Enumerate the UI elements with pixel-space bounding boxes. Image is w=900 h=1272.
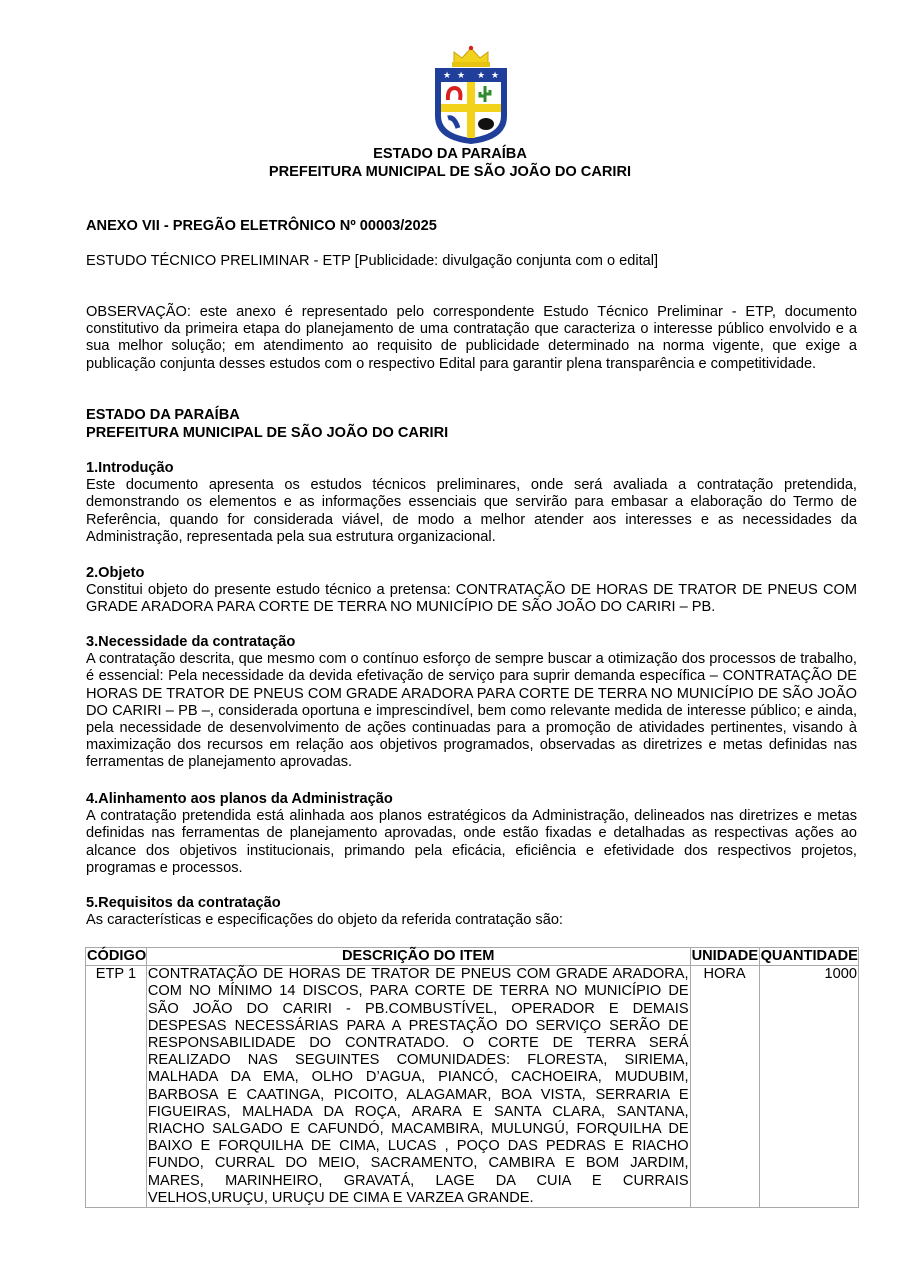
- state-heading: ESTADO DA PARAÍBA: [373, 146, 527, 162]
- document-subtitle: ESTUDO TÉCNICO PRELIMINAR - ETP [Publicidade: divulgação conjunta com o edital]: [86, 253, 659, 269]
- column-header-codigo: CÓDIGO: [87, 948, 147, 964]
- section-body: As características e especificações do objeto da referida contratação são:: [86, 912, 563, 929]
- section-introducao: [86, 460, 857, 546]
- item-quantity: 1000: [759, 966, 858, 1208]
- svg-text:★: ★: [443, 71, 452, 81]
- section-body: A contratação pretendida está alinhada aos planos estratégicos da Administração, delineados nas diretrizes e metas definidas nas ferramentas de planejamento aprovadas, onde estão fixadas e detalhadas as respectivas ações ao alcance dos objetivos institucionais, primando pela eficácia, eficiência e efetividade dos respectivos projetos, programas e processos.: [86, 808, 857, 876]
- municipal-coat-of-arms-icon: [430, 44, 512, 146]
- section-requisitos: [86, 895, 857, 929]
- section-body: A contratação descrita, que mesmo com o contínuo esforço de sempre buscar a otimização dos processos de trabalho, é essencial: Pela necessidade da devida efetivação de serviço para suprir demanda específica – CONTRATAÇÃO DE HORAS DE TRATOR DE PNEUS COM GRADE ARADORA PARA CORTE DE TERRA NO MUNICÍPIO DE SÃO JOÃO DO CARIRI – PB –, considerada oportuna e imprescindível, bem como relevante medida de interesse público; e ainda, pela necessidade de desenvolvimento de ações continuadas para a promoção de atividades pertinentes, visando à maximização dos recursos em relação aos objetivos programados, observadas as diretrizes e metas definidas nas ferramentas de planejamento aprovadas.: [86, 651, 857, 771]
- table-header-row: [86, 948, 859, 966]
- section-title: 1.Introdução: [86, 460, 174, 476]
- municipality-heading: PREFEITURA MUNICIPAL DE SÃO JOÃO DO CARIRI: [268, 164, 632, 180]
- observation-paragraph: OBSERVAÇÃO: este anexo é representado pelo correspondente Estudo Técnico Preliminar - ETP, documento constitutivo da primeira etapa do planejamento de uma contratação que caracteriza o interesse público envolvido e a sua melhor solução; em atendimento ao requisito de publicidade determinado na norma vigente, que exige a publicação conjunta desses estudos com o respectivo Edital para garantir plena transparência e competitividade.: [86, 304, 857, 372]
- svg-text:★: ★: [457, 71, 466, 81]
- svg-text:★: ★: [491, 71, 500, 81]
- section-objeto: [86, 565, 857, 617]
- svg-text:★: ★: [477, 71, 486, 81]
- section-title: 3.Necessidade da contratação: [86, 634, 296, 650]
- section-necessidade: [86, 634, 857, 772]
- section-alinhamento: [86, 791, 857, 877]
- item-unit: HORA: [690, 966, 759, 1208]
- column-header-unidade: UNIDADE: [691, 948, 759, 964]
- section-title: 5.Requisitos da contratação: [86, 895, 281, 911]
- section-title: 4.Alinhamento aos planos da Administração: [86, 791, 393, 807]
- item-code: ETP 1: [86, 966, 147, 1208]
- section-body: Constitui objeto do presente estudo técnico a pretensa: CONTRATAÇÃO DE HORAS DE TRATOR DE PNEUS COM GRADE ARADORA PARA CORTE DE TERRA NO MUNICÍPIO DE SÃO JOÃO DO CARIRI – PB.: [86, 582, 857, 616]
- section-body: Este documento apresenta os estudos técnicos preliminares, onde será avaliada a contratação pretendida, demonstrando os elementos e as informações essenciais que servirão para embasar a elaboração do Termo de Referência, quando for considerada viável, de modo a melhor atender aos interesses e as necessidades da Administração, representada pela sua estrutura organizacional.: [86, 477, 857, 545]
- column-header-quantidade: QUANTIDADE: [760, 948, 858, 964]
- table-row: [86, 966, 859, 1208]
- column-header-descricao: DESCRIÇÃO DO ITEM: [146, 948, 690, 966]
- item-description: CONTRATAÇÃO DE HORAS DE TRATOR DE PNEUS COM GRADE ARADORA, COM NO MÍNIMO 14 DISCOS, PARA CORTE DE TERRA NO MUNICÍPIO DE SÃO JOÃO DO CARIRI - PB.COMBUSTÍVEL, OPERADOR E DEMAIS DESPESAS NECESSÁRIAS PARA A PRESTAÇÃO DO SERVIÇO SERÃO DE RESPONSABILIDADE DO CONTRATADO. O CORTE DE TERRA SERÁ REALIZADO NAS SEGUINTES COMUNIDADES: FLORESTA, SIRIEMA, MALHADA DA EMA, OLHO D’AGUA, PIANCÓ, CACHOEIRA, MUDUBIM, BARBOSA E CAATINGA, PICOITO, ALAGAMAR, BOA VISTA, SERRARIA E FIGUEIRAS, MALHADA DA ROÇA, ARARA E SANTA CLARA, SANTANA, RIACHO SALGADO E CAFUNDÓ, MACAMBIRA, MULUNGÚ, FORQUILHA DE BAIXO E FORQUILHA DE CIMA, LUCAS , POÇO DAS PEDRAS E RIACHO FUNDO, CURRAL DO MEIO, SACRAMENTO, CAMBIRA E BOM JARDIM, MARES, MARINHEIRO, GRAVATÁ, LAGE DA CUIA E CURRAIS VELHOS,URUÇU, URUÇU DE CIMA E VARZEA GRANDE.: [147, 966, 689, 1206]
- items-table: [85, 947, 859, 1208]
- annex-title: ANEXO VII - PREGÃO ELETRÔNICO Nº 00003/2025: [86, 218, 437, 234]
- state-heading-secondary: ESTADO DA PARAÍBA: [86, 407, 240, 423]
- section-title: 2.Objeto: [86, 565, 145, 581]
- municipality-heading-secondary: PREFEITURA MUNICIPAL DE SÃO JOÃO DO CARIRI: [86, 425, 449, 441]
